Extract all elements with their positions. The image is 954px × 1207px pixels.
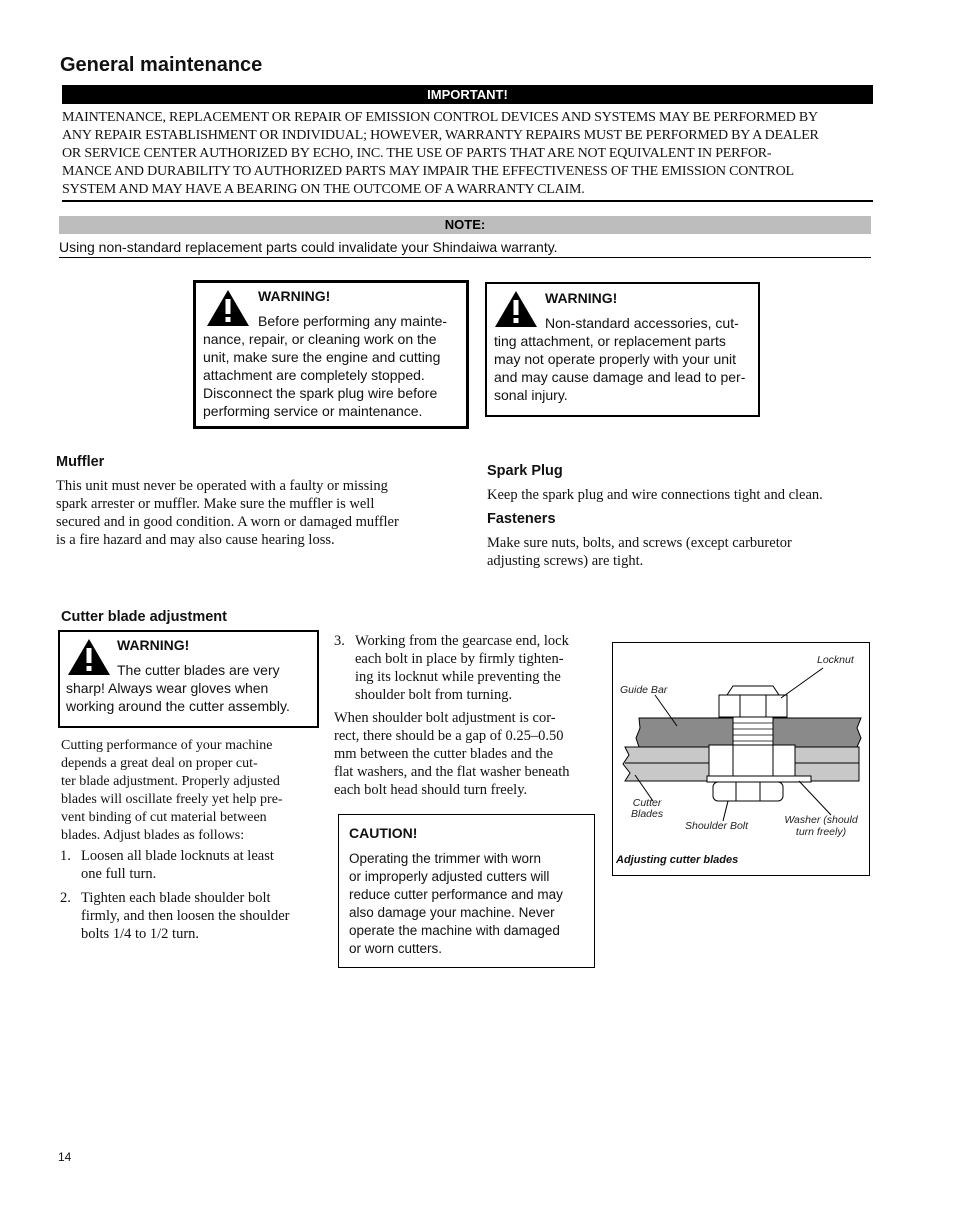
text-line: Loosen all blade locknuts at least — [81, 848, 274, 864]
warning-label: WARNING! — [545, 290, 618, 306]
note-text: Using non-standard replacement parts could invalidate your Shindaiwa warranty. — [59, 239, 558, 255]
important-line: SYSTEM AND MAY HAVE A BEARING ON THE OUTCOME OF A WARRANTY CLAIM. — [62, 182, 585, 197]
text-line: Make sure nuts, bolts, and screws (except carburetor — [487, 535, 792, 551]
text-line: each bolt in place by firmly tighten- — [355, 651, 564, 667]
warning-box-cutter — [58, 630, 319, 728]
divider — [62, 200, 873, 202]
text-line: each bolt head should turn freely. — [334, 782, 528, 798]
important-line: MAINTENANCE, REPLACEMENT OR REPAIR OF EMISSION CONTROL DEVICES AND SYSTEMS MAY BE PERFORMED BY — [62, 110, 818, 125]
text-line: Working from the gearcase end, lock — [355, 633, 569, 649]
warning-box-maintenance — [193, 280, 469, 429]
caution-line: Operating the trimmer with worn — [349, 851, 542, 866]
figure-adjusting-cutter-blades — [612, 642, 870, 876]
label-shoulder-bolt: Shoulder Bolt — [685, 820, 749, 832]
warning-line: ting attachment, or replacement parts — [494, 333, 726, 349]
caution-label: CAUTION! — [349, 825, 418, 841]
text-line: Tighten each blade shoulder bolt — [81, 890, 271, 906]
label-line: Blades — [631, 808, 664, 820]
text-line: When shoulder bolt adjustment is cor- — [334, 710, 556, 726]
cutter-intro — [61, 737, 316, 845]
label-guide-bar: Guide Bar — [620, 684, 668, 696]
text-line: This unit must never be operated with a faulty or missing — [56, 478, 388, 494]
caution-line: reduce cutter performance and may — [349, 887, 563, 902]
warning-line: performing service or maintenance. — [203, 403, 423, 419]
step-number: 3. — [334, 633, 345, 649]
label-cutter-blades — [631, 798, 663, 820]
warning-box-accessories — [485, 282, 760, 417]
text-line: flat washers, and the flat washer beneath — [334, 764, 570, 780]
warning-triangle-icon — [494, 290, 538, 328]
step-3 — [334, 632, 604, 706]
warning-text — [494, 332, 756, 404]
warning-text — [66, 679, 318, 715]
muffler-heading: Muffler — [56, 454, 105, 470]
fasteners-heading: Fasteners — [487, 511, 556, 527]
important-line: MANCE AND DURABILITY TO AUTHORIZED PARTS MAY IMPAIR THE EFFECTIVENESS OF THE EMISSION CONTROL — [62, 164, 794, 179]
label-line: Washer (should — [784, 814, 858, 826]
caution-text — [349, 850, 589, 958]
label-locknut: Locknut — [817, 654, 854, 666]
warning-line: unit, make sure the engine and cutting — [203, 349, 441, 365]
caution-box — [338, 814, 595, 968]
warning-line: may not operate properly with your unit — [494, 351, 737, 367]
warning-text — [203, 330, 465, 420]
text-line: secured and in good condition. A worn or damaged muffler — [56, 514, 399, 530]
warning-line: The cutter blades are very — [117, 662, 280, 678]
text-line: bolts 1/4 to 1/2 turn. — [81, 926, 200, 942]
warning-line: sharp! Always wear gloves when — [66, 680, 269, 696]
text-line: blades. Adjust blades as follows: — [61, 828, 245, 843]
label-line: turn freely) — [795, 826, 847, 838]
warning-line: nance, repair, or cleaning work on the — [203, 331, 437, 347]
warning-triangle-icon — [206, 289, 250, 327]
warning-label: WARNING! — [117, 637, 190, 653]
text-line: spark arrester or muffler. Make sure the muffler is well — [56, 496, 375, 512]
text-line: is a fire hazard and may also cause hearing loss. — [56, 532, 335, 548]
important-line: ANY REPAIR ESTABLISHMENT OR INDIVIDUAL; HOWEVER, WARRANTY REPAIRS MUST BE PERFORMED BY A DEALER — [62, 128, 819, 143]
note-label: NOTE: — [59, 216, 871, 234]
step-2 — [60, 889, 320, 947]
warning-label: WARNING! — [258, 288, 331, 304]
cutter-assembly-diagram — [613, 643, 869, 875]
warning-triangle-icon — [67, 638, 111, 676]
caution-line: or worn cutters. — [349, 941, 443, 956]
page-title: General maintenance — [60, 54, 263, 76]
caution-line: operate the machine with damaged — [349, 923, 560, 938]
text-line: shoulder bolt from turning. — [355, 687, 513, 703]
page-number: 14 — [58, 1150, 72, 1164]
cutter-heading: Cutter blade adjustment — [61, 609, 227, 625]
caution-line: or improperly adjusted cutters will — [349, 869, 550, 884]
text-line: rect, there should be a gap of 0.25–0.50 — [334, 728, 564, 744]
text-line: firmly, and then loosen the shoulder — [81, 908, 290, 924]
warning-line: Disconnect the spark plug wire before — [203, 385, 438, 401]
text-line: Cutting performance of your machine — [61, 738, 273, 753]
warning-line: Non-standard accessories, cut- — [545, 315, 739, 331]
text-line: mm between the cutter blades and the — [334, 746, 554, 762]
step-1 — [60, 847, 320, 887]
label-line: Cutter — [632, 797, 662, 809]
important-text — [62, 109, 874, 199]
text-line: adjusting screws) are tight. — [487, 553, 644, 569]
spark-plug-heading: Spark Plug — [487, 463, 563, 479]
figure-caption: Adjusting cutter blades — [616, 854, 739, 866]
text-line: one full turn. — [81, 866, 157, 882]
fasteners-text — [487, 534, 867, 570]
divider — [59, 257, 871, 258]
text-line: ter blade adjustment. Properly adjusted — [61, 774, 280, 789]
warning-line: working around the cutter assembly. — [66, 698, 290, 714]
important-label: IMPORTANT! — [62, 85, 873, 104]
step-number: 1. — [60, 848, 71, 864]
text-line: ing its locknut while preventing the — [355, 669, 561, 685]
text-line: vent binding of cut material between — [61, 810, 267, 825]
text-line: depends a great deal on proper cut- — [61, 756, 258, 771]
warning-line: attachment are completely stopped. — [203, 367, 425, 383]
warning-line: Before performing any mainte- — [258, 313, 448, 329]
label-washer — [781, 814, 861, 838]
important-line: OR SERVICE CENTER AUTHORIZED BY ECHO, INC. THE USE OF PARTS THAT ARE NOT EQUIVALENT IN PERFOR- — [62, 146, 772, 161]
caution-line: also damage your machine. Never — [349, 905, 555, 920]
spark-plug-text: Keep the spark plug and wire connections tight and clean. — [487, 487, 823, 503]
step-number: 2. — [60, 890, 71, 906]
text-line: blades will oscillate freely yet help pre- — [61, 792, 283, 807]
warning-line: sonal injury. — [494, 387, 568, 403]
gap-text — [334, 709, 604, 799]
muffler-text — [56, 477, 456, 549]
warning-line: and may cause damage and lead to per- — [494, 369, 746, 385]
